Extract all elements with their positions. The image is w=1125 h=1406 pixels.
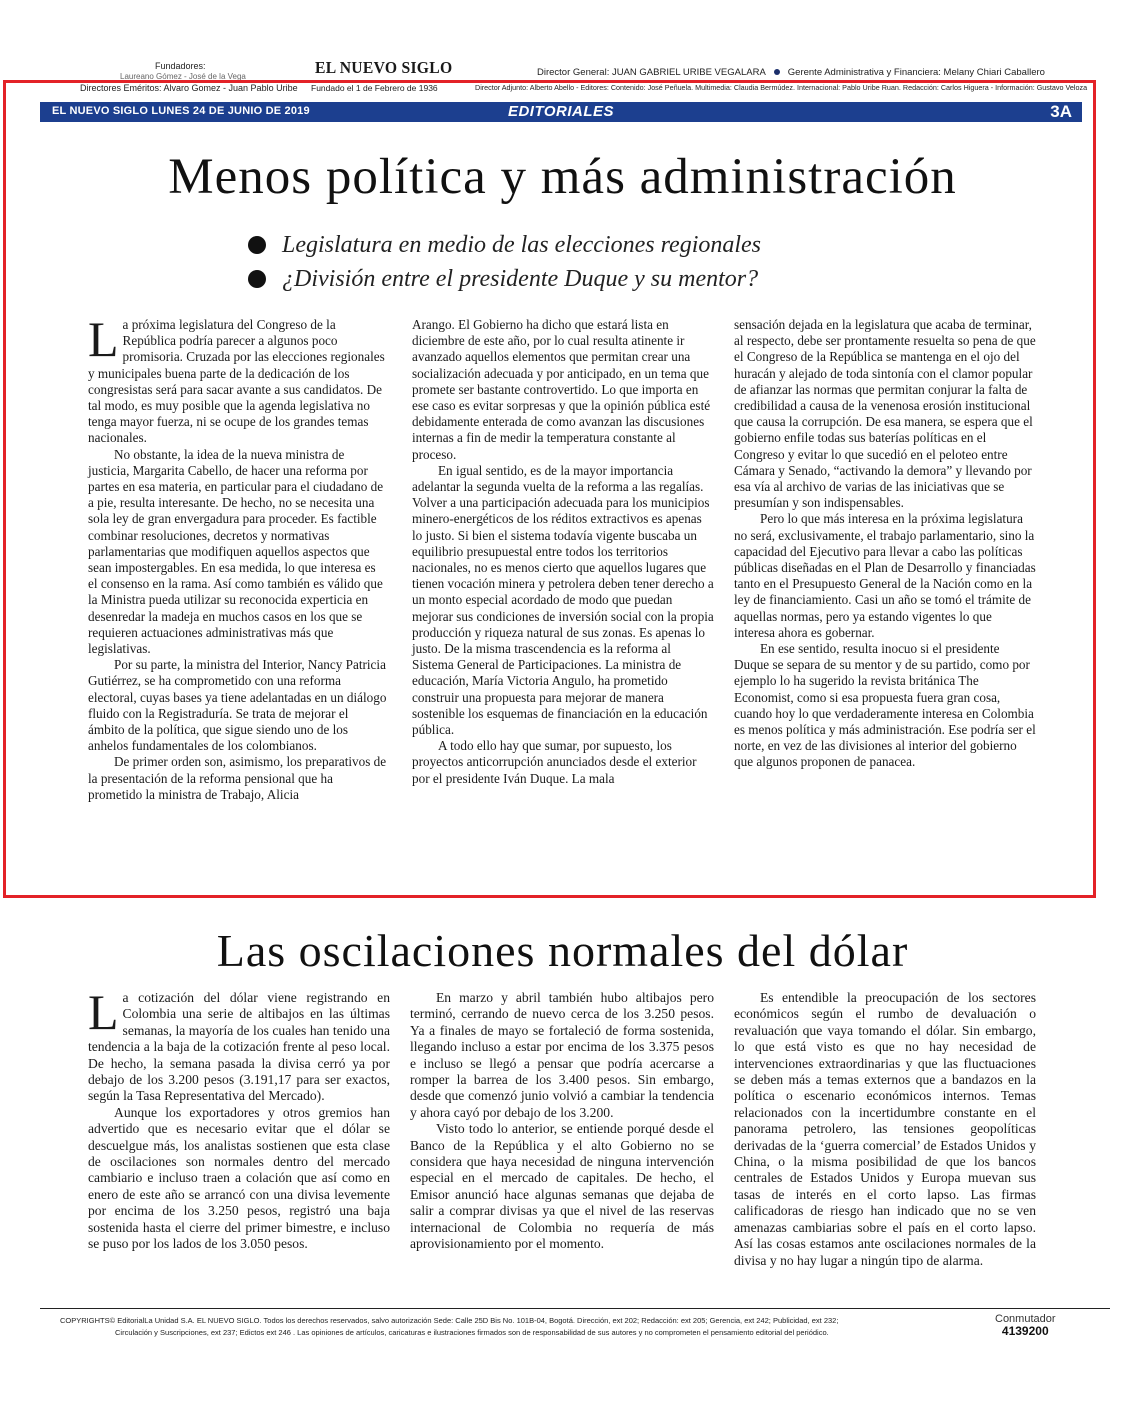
- director-general: Director General: JUAN GABRIEL URIBE VEGALARA: [537, 67, 766, 78]
- drop-cap: L: [88, 984, 119, 1040]
- editorial1-column-1: [88, 311, 388, 803]
- founders-names: Laureano Gómez - José de la Vega: [120, 72, 246, 81]
- paragraph: Es entendible la preocupación de los sectores económicos según el rumbo de devaluación o revaluación que vaya tomando el dólar. Sin embargo, lo que está visto es que no hay necesidad de intervenciones extraordinarias y que las fluctuaciones se deben más a temas externos que a bandazos en la política o escenario económicos internos. Temas relacionados con la incertidumbre constante en el panorama petrolero, las tensiones geopolíticas derivadas de la ‘guerra comercial’ de Estados Unidos y China, o la misma posibilidad de que los bancos centrales de Estados Unidos y Europa muevan sus tasas de interés en el corto lapso. Las firmas calificadoras de riesgo han indicado que no se ven amenazas cambiarias sobre el país en el corto lapso. Así las cosas estamos ante oscilaciones normales de la divisa y no hay lugar a ningún tipo de alarma.: [734, 990, 1036, 1268]
- switchboard-label: Conmutador: [995, 1313, 1056, 1325]
- paragraph: Por su parte, la ministra del Interior, Nancy Patricia Gutiérrez, se ha comprometido con una reforma electoral, cuyas bases ya tiene adelantadas en un diálogo fluido con la Registraduría. Se trata de mejorar el ámbito de la política, que sigue siendo uno de los anhelos fundamentales de los colombianos.: [88, 657, 387, 754]
- paragraph: No obstante, la idea de la nueva ministra de justicia, Margarita Cabello, de hacer una reforma por partes en esa materia, en particular para el ciudadano de a pie, resulta interesante. De hecho, no se necesita una sola ley de gran envergadura para proceder. Es factible combinar resoluciones, decretos y normativas parlamentarias que modifiquen aquellos aspectos que sean impostergables. En esa medida, lo que interesa es el consenso en la rama. Así como también es válido que la Ministra pueda utilizar su reconocida experticia en desenredar la madeja en muchos casos en los que se requieren actuaciones administrativas más que legislativas.: [88, 446, 384, 657]
- gerente: Gerente Administrativa y Financiera: Melany Chiari Caballero: [787, 67, 1045, 78]
- paragraph: De primer orden son, asimismo, los preparativos de la presentación de la reforma pensional que ha prometido la ministra de Trabajo, Alicia: [88, 754, 387, 802]
- separator-dot-icon: [774, 69, 780, 75]
- editorial2-column-2: [410, 990, 714, 1253]
- editorial1-column-3: [734, 317, 1036, 771]
- paragraph: Pero lo que más interesa en la próxima legislatura no será, exclusivamente, el trabajo parlamentario, sino la capacidad del Ejecutivo para llevar a cabo las políticas públicas diseñadas en el Plan de Desarrollo y financiadas tanto en el Presupuesto General de la Nación como en la ley de financiamiento. Casi un año se tomó el trámite de aquellas normas, pero ya estando vigentes lo que interesa ahora es gobernar.: [734, 511, 1036, 640]
- editorial1-title: Menos política y más administración: [168, 149, 957, 205]
- director-line: [537, 67, 1045, 78]
- page-number: 3A: [1050, 102, 1072, 121]
- switchboard-number: 4139200: [1001, 1324, 1049, 1338]
- paragraph: La próxima legislatura del Congreso de la República podría parecer a algunos poco promisoria. Cruzada por las elecciones regionales y municipales buena parte de la dedicación de los congresistas será para sacar avante a sus candidatos. De tal modo, es muy posible que la agenda legislativa no tenga mayor fuerza, ni se ocupe de los grandes temas nacionales.: [88, 311, 385, 446]
- founders-label: Fundadores:: [155, 61, 206, 71]
- section-bar: [40, 102, 1082, 122]
- newspaper-logo: EL NUEVO SIGLO: [315, 58, 453, 77]
- paragraph: A todo ello hay que sumar, por supuesto, los proyectos anticorrupción anunciados desde el exterior por el presidente Iván Duque. La mala: [412, 738, 697, 786]
- bullet-dot-icon: [248, 270, 266, 288]
- footer-contacts: Circulación y Suscripciones, ext 237; Edictos ext 246 . Las opiniones de artículos, caricaturas e ilustraciones firmados son de responsabilidad de sus autores y no comprometen el pensamiento editorial del periódico.: [115, 1328, 829, 1337]
- emeritus-directors: Directores Eméritos: Alvaro Gomez - Juan Pablo Uribe: [80, 83, 298, 93]
- editorial2-column-3: [734, 990, 1036, 1269]
- bullet-dot-icon: [248, 236, 266, 254]
- paragraph: En ese sentido, resulta inocuo si el presidente Duque se separa de su mentor y de su partido, como por ejemplo lo ha sugerido la revista británica The Economist, como si esa propuesta fuera gran cosa, cuando hoy lo que verdaderamente interesa en Colombia es menos política y más administración. Ese podría ser el norte, en vez de las divisiones al interior del gobierno que algunos proponen de panacea.: [734, 641, 1036, 770]
- footer-copyright: COPYRIGHTS© EditorialLa Unidad S.A. EL NUEVO SIGLO. Todos los derechos reservados, salvo autorización Sede: Calle 25D Bis No. 101B-04, Bogotá. Dirección, ext 202; Redacción: ext 205; Gerencia, ext 242; Publicidad, ext 232;: [60, 1316, 839, 1325]
- drop-cap: L: [88, 311, 119, 367]
- bullet-item: [248, 262, 888, 296]
- paragraph: En marzo y abril también hubo altibajos pero terminó, cerrando de nuevo cerca de los 3.250 pesos. Ya a finales de mayo se fortaleció de forma sostenida, llegando incluso a estar por encima de los 3.375 pesos e incluso se llegó a pensar que podría acercarse a romper la barrea de los 3.400 pesos. Sin embargo, desde que comenzó junio volvió a cambiar la tendencia y ahora cayó por debajo de los 3.200.: [410, 990, 714, 1120]
- paragraph: sensación dejada en la legislatura que acaba de terminar, al respecto, debe ser prontamente resuelta so pena de que el Congreso de la República se mantenga en el ojo del huracán y alejado de toda sintonía con el clamor popular de afianzar las normas que permitan conjurar la falta de credibilidad a causa de la venenosa erosión institucional que causa la corrupción. De esa manera, se espera que el gobierno enfile todas sus baterías políticas en el Congreso y evitar lo que sucedió en el peloteo entre Cámara y Senado, “activando la demora” y llevando por esa vía al archivo de varias de las iniciativas que se presumían y son indispensables.: [734, 317, 1036, 511]
- paragraph: Aunque los exportadores y otros gremios han advertido que es necesario evitar que el dólar se descuelgue más, los analistas sostienen que esta clase de oscilaciones son normales dentro del mercado cambiario e incluso traen a colación que así como en enero de este año se arrancó con una divisa levemente por encima de los 3.250 pesos, registró una baja sostenida hasta el cierre del primer bimestre, e incluso se puso por los lados de los 3.050 pesos.: [88, 1104, 390, 1252]
- bullet-item: [248, 228, 888, 262]
- paragraph: La cotización del dólar viene registrando en Colombia una serie de altibajos en las últimas semanas, la mayoría de los cuales han tenido una tendencia a la baja de la cotización frente al peso local. De hecho, la semana pasada la divisa cerró ya por debajo de los 3.200 pesos (3.191,17 para ser exactos, según la Tasa Representativa del Mercado).: [88, 984, 390, 1104]
- footer: [40, 1308, 1110, 1338]
- staff-line: Director Adjunto: Alberto Abello - Editores: Contenido: José Peñuela. Multimedia: Claudia Bermúdez. Internacional: Pablo Uribe Ruan. Redacción: Carlos Higuera - Información: Gustavo Veloza: [475, 83, 1088, 92]
- editorial1-bullets: [248, 228, 888, 296]
- issue-date: EL NUEVO SIGLO LUNES 24 DE JUNIO DE 2019: [52, 105, 310, 117]
- editorial2-title: Las oscilaciones normales del dólar: [216, 925, 909, 976]
- paragraph: Arango. El Gobierno ha dicho que estará lista en diciembre de este año, por lo cual resulta atinente ir avanzado aquellos elementos que permitan crear una socialización adecuada y por anticipado, en un tema que promete ser bastante controvertido. Lo que importa en ese caso es evitar sorpresas y que la opinión pública esté debidamente enterada de como avanzan las discusiones internas a fin de medir la temperatura constante al proceso.: [412, 317, 711, 462]
- founded-date: Fundado el 1 de Febrero de 1936: [311, 83, 438, 93]
- section-title: EDITORIALES: [507, 103, 615, 120]
- paragraph: En igual sentido, es de la mayor importancia adelantar la segunda vuelta de la reforma a las regalías. Volver a una participación adecuada para los municipios minero-energéticos de los réditos extractivos es apenas lo justo. Si bien el sistema todavía vigente buscaba un equilibrio presupuestal entre todos los territorios nacionales, no es menos cierto que aquellos lugares que tienen vocación minera y petrolera deben tener derecho a un monto especial acordado de modo que puedan mejorar sus condiciones de inversión social con la propia producción y riqueza natural de sus zonas. Es apenas lo justo. De la misma trascendencia es la reforma al Sistema General de Participaciones. La ministra de educación, María Victoria Angulo, ha prometido construir una propuesta para mejorar de manera sostenible los esquemas de financiación en la educación pública.: [412, 462, 714, 738]
- paragraph: Visto todo lo anterior, se entiende porqué desde el Banco de la República y el alto Gobierno no se considera que haya necesidad de ninguna intervención especial en el mercado de capitales. De hecho, el Emisor anunció hace algunas semanas que dejaba de salir a comprar divisas ya que el nivel de las reservas internacional de Colombia no requería de más aprovisionamiento por el momento.: [410, 1121, 714, 1252]
- editorial1-column-2: [412, 317, 714, 787]
- editorial2-column-1: [88, 984, 390, 1253]
- bullet-text: ¿División entre el presidente Duque y su mentor?: [282, 266, 759, 292]
- switchboard: [995, 1313, 1056, 1337]
- bullet-text: Legislatura en medio de las elecciones regionales: [282, 232, 762, 258]
